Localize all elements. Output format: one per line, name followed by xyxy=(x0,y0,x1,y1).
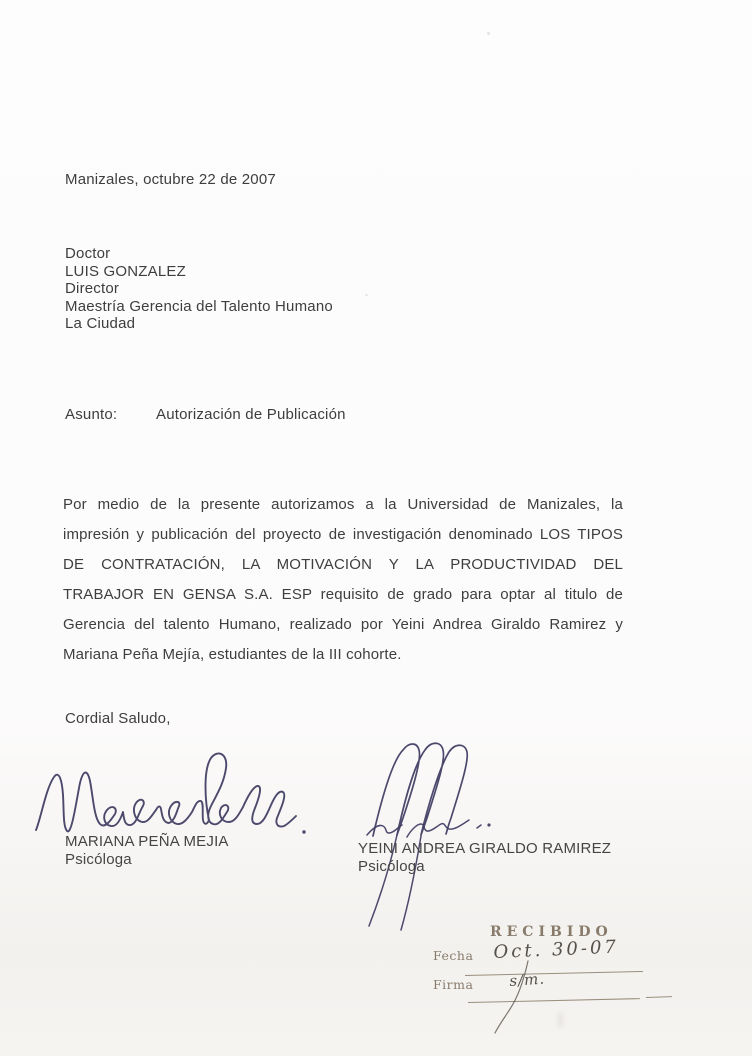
recipient-line: La Ciudad xyxy=(65,315,136,332)
stamp-firma-dash xyxy=(646,996,672,998)
body-paragraph xyxy=(63,490,623,670)
signatory-name: YEINI ANDREA GIRALDO RAMIREZ xyxy=(358,840,612,857)
stamp-firma-label: Firma xyxy=(433,977,474,992)
stamp-fecha-handwritten: Oct. 30-07 xyxy=(493,936,620,963)
recipient-block xyxy=(65,245,333,333)
scan-speck xyxy=(365,294,368,296)
body-line: DE CONTRATACIÓN, LA MOTIVACIÓN Y LA PRODUCTIVIDAD DEL xyxy=(63,556,623,573)
pen-flourish-stroke xyxy=(480,945,560,1040)
body-line: TRABAJOR EN GENSA S.A. ESP requisito de grado para optar al titulo de xyxy=(63,586,623,603)
stamp-firma-handwritten: s/m. xyxy=(508,969,546,990)
scan-speck xyxy=(487,32,490,35)
signatory-left-block xyxy=(65,833,229,868)
recipient-line: Doctor xyxy=(65,245,111,262)
date-line: Manizales, octubre 22 de 2007 xyxy=(65,171,276,188)
subject-value: Autorización de Publicación xyxy=(156,406,346,423)
body-line: Mariana Peña Mejía, estudiantes de la III cohorte. xyxy=(63,646,402,663)
signature-yeini-giraldo xyxy=(343,740,573,936)
body-line: Por medio de la presente autorizamos a la Universidad de Manizales, la xyxy=(63,496,623,513)
body-line: impresión y publicación del proyecto de investigación denominado LOS TIPOS xyxy=(63,526,623,543)
body-line: Gerencia del talento Humano, realizado por Yeini Andrea Giraldo Ramirez y xyxy=(63,616,623,633)
subject-label: Asunto: xyxy=(65,406,118,423)
signatory-right-block xyxy=(358,840,611,875)
stamp-title: RECIBIDO xyxy=(490,924,613,940)
recipient-line: LUIS GONZALEZ xyxy=(65,262,186,280)
signatory-title: Psicóloga xyxy=(65,850,132,868)
stamp-fecha-label: Fecha xyxy=(433,948,474,963)
recipient-line: Director xyxy=(65,280,120,297)
signatory-title: Psicóloga xyxy=(358,857,425,875)
signatory-name: MARIANA PEÑA MEJIA xyxy=(65,833,229,850)
closing-line: Cordial Saludo, xyxy=(65,710,171,727)
recipient-line: Maestría Gerencia del Talento Humano xyxy=(65,297,333,315)
